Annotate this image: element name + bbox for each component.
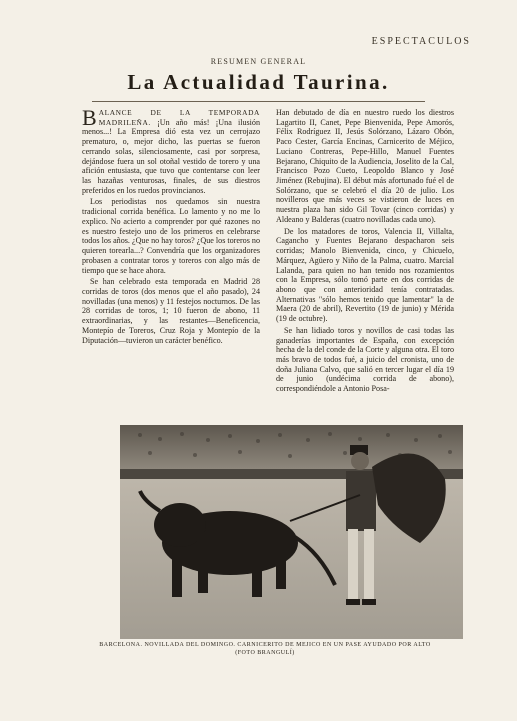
title-rule: [92, 101, 425, 102]
bullfight-illustration: [120, 425, 463, 639]
caption-text: BARCELONA. NOVILLADA DEL DOMINGO. CARNICERITO DE MEJICO EN UN PASE AYUDADO POR ALTO: [99, 642, 431, 648]
paragraph-6: Se han lidiado toros y novillos de casi todas las ganaderías importantes de España, con excepción hecha de la del conde de la Corte y alguna otra. El toro más bravo de todos fué, a juicio del cronista, uno de doña Juliana Calvo, que salió en tercer lugar el día 19 de junio (undécima corrida de abono), correspondiéndole a Antonio Posa-: [276, 325, 454, 394]
text-column-left: [82, 108, 260, 418]
bullfight-photo: [120, 425, 463, 639]
paragraph-1-text: ¡Un año más! ¡Una ilusión menos...! La Empresa dió esta vez un cerrojazo prematuro, o, mejor dicho, las puertas se fueron cerrando solas, silenciosamente, casi por sorpresa, dejándose fuera un sol otoñal vestido de torero y una afición entusiasta, que tuvo que contentarse con leer las hazañas venturosas, finales, de sus diestros preferidos en los ruedos provincianos.: [82, 117, 260, 195]
paragraph-5: De los matadores de toros, Valencia II, Villalta, Cagancho y Fuentes Bejarano despacharon seis corridas; Manolo Bienvenida, cinco, y Chicuelo, Márquez, Agüero y Niño de la Palma, cuatro. Marcial Lalanda, para quien no han tenido nos rozamientos con la Empresa, sólo tomó parte en dos corridas de abono que con anterioridad tenía contratadas. Alternativas "sólo hemos tenido que lamentar" la de Maera (20 de abril), Revertito (19 de junio) y Mérida (19 de octubre).: [276, 226, 454, 324]
section-header: ESPECTACULOS: [371, 36, 471, 47]
paragraph-4: Han debutado de día en nuestro ruedo los diestros Lagartito II, Canet, Pepe Bienvenida, Pepe Amorós, Félix Rodríguez II, Jesús Solórzano, Lázaro Obón, Paco Cester, García Encinas, Carnicerito de Méjico, Luciano Contreras, Pepe-Hillo, Manuel Fuentes Bejarano, Chiquito de la Audiencia, Joselito de la Cal, Francisco Pozo Cueto, Leopoldo Blanco y José Jiménez (Rebujina). El début más afortunado fué el de Solórzano, que se celebró el día 20 de julio. Los novilleros que más veces se vistieron de luces en nuestra plaza han sido Gil Tovar (cinco corridas) y Aldeano y Balderas (cuatro novilladas cada uno).: [276, 108, 454, 224]
drop-cap: B: [82, 108, 97, 130]
paragraph-3: Se han celebrado esta temporada en Madrid 28 corridas de toros (dos menos que el año pasado), 24 novilladas (una menos) y 11 festejos nocturnos. De las 28 corridas de toros, 1; 10 fueron de abono, 11 extraordinarias, y las restantes—Beneficencia, Montepío de Toreros, Cruz Roja y Montepío de la Diputación—tuvieron un carácter benéfico.: [82, 277, 260, 345]
article-title: La Actualidad Taurina.: [127, 70, 390, 94]
text-column-right: [276, 108, 454, 418]
lead-in: ALANCE DE LA TEMPORADA MADRILEÑA.: [98, 108, 260, 127]
paragraph-2: Los periodistas nos quedamos sin nuestra tradicional corrida benéfica. Lo lamento y no me lo explico. No acierto a comprender por qué razones no es nuestro festejo uno de los primeros en celebrarse todos los años. ¿Que no hay toros? ¿Que los toreros no quieren torearla...? Convendría que los organizadores probasen a contratar toros y toreros con algo más de tiempo que se hace ahora.: [82, 197, 260, 275]
article-kicker: RESUMEN GENERAL: [210, 57, 307, 66]
photo-credit: (FOTO BRANGULÍ): [235, 650, 295, 656]
paragraph-1: [82, 108, 260, 195]
photo-caption: [70, 641, 460, 657]
